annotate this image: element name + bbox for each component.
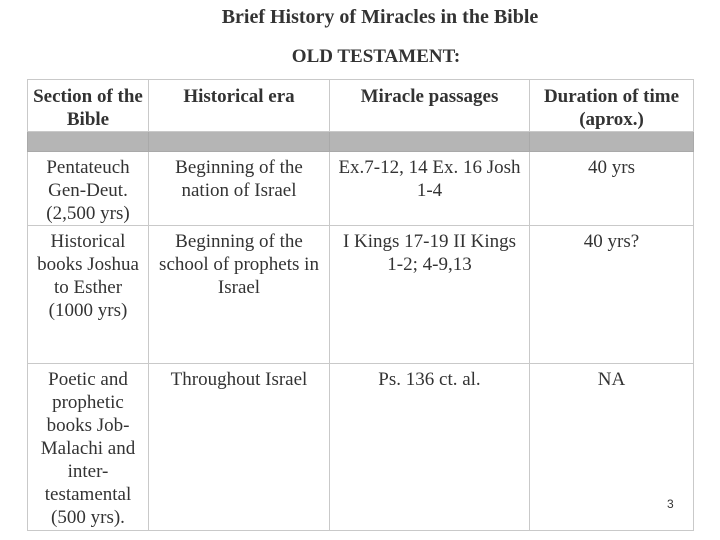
column-header-passages: Miracle passages [330,80,530,132]
miracles-table [27,79,694,531]
cell-duration: 40 yrs? [530,226,694,364]
cell-era: Throughout Israel [149,364,330,531]
column-header-era: Historical era [149,80,330,132]
band-cell [28,132,149,152]
page-number: 3 [667,497,674,511]
band-cell [149,132,330,152]
band-cell [530,132,694,152]
cell-duration: NA [530,364,694,531]
cell-passages: Ps. 136 ct. al. [330,364,530,531]
table-row [28,364,694,531]
cell-duration: 40 yrs [530,152,694,226]
cell-passages: I Kings 17-19 II Kings 1-2; 4-9,13 [330,226,530,364]
cell-section: Historical books Joshua to Esther (1000 yrs) [28,226,149,364]
cell-passages: Ex.7-12, 14 Ex. 16 Josh 1-4 [330,152,530,226]
table-header-row [28,80,694,132]
cell-era: Beginning of the nation of Israel [149,152,330,226]
header-divider-band [28,132,694,152]
column-header-section: Section of the Bible [28,80,149,132]
cell-section: Poetic and prophetic books Job-Malachi and inter-testamental (500 yrs). [28,364,149,531]
column-header-duration: Duration of time (aprox.) [530,80,694,132]
section-heading: OLD TESTAMENT: [291,46,461,67]
table-row [28,152,694,226]
band-cell [330,132,530,152]
cell-section: Pentateuch Gen-Deut. (2,500 yrs) [28,152,149,226]
table-row [28,226,694,364]
cell-era: Beginning of the school of prophets in Israel [149,226,330,364]
document-title: Brief History of Miracles in the Bible [221,6,539,28]
